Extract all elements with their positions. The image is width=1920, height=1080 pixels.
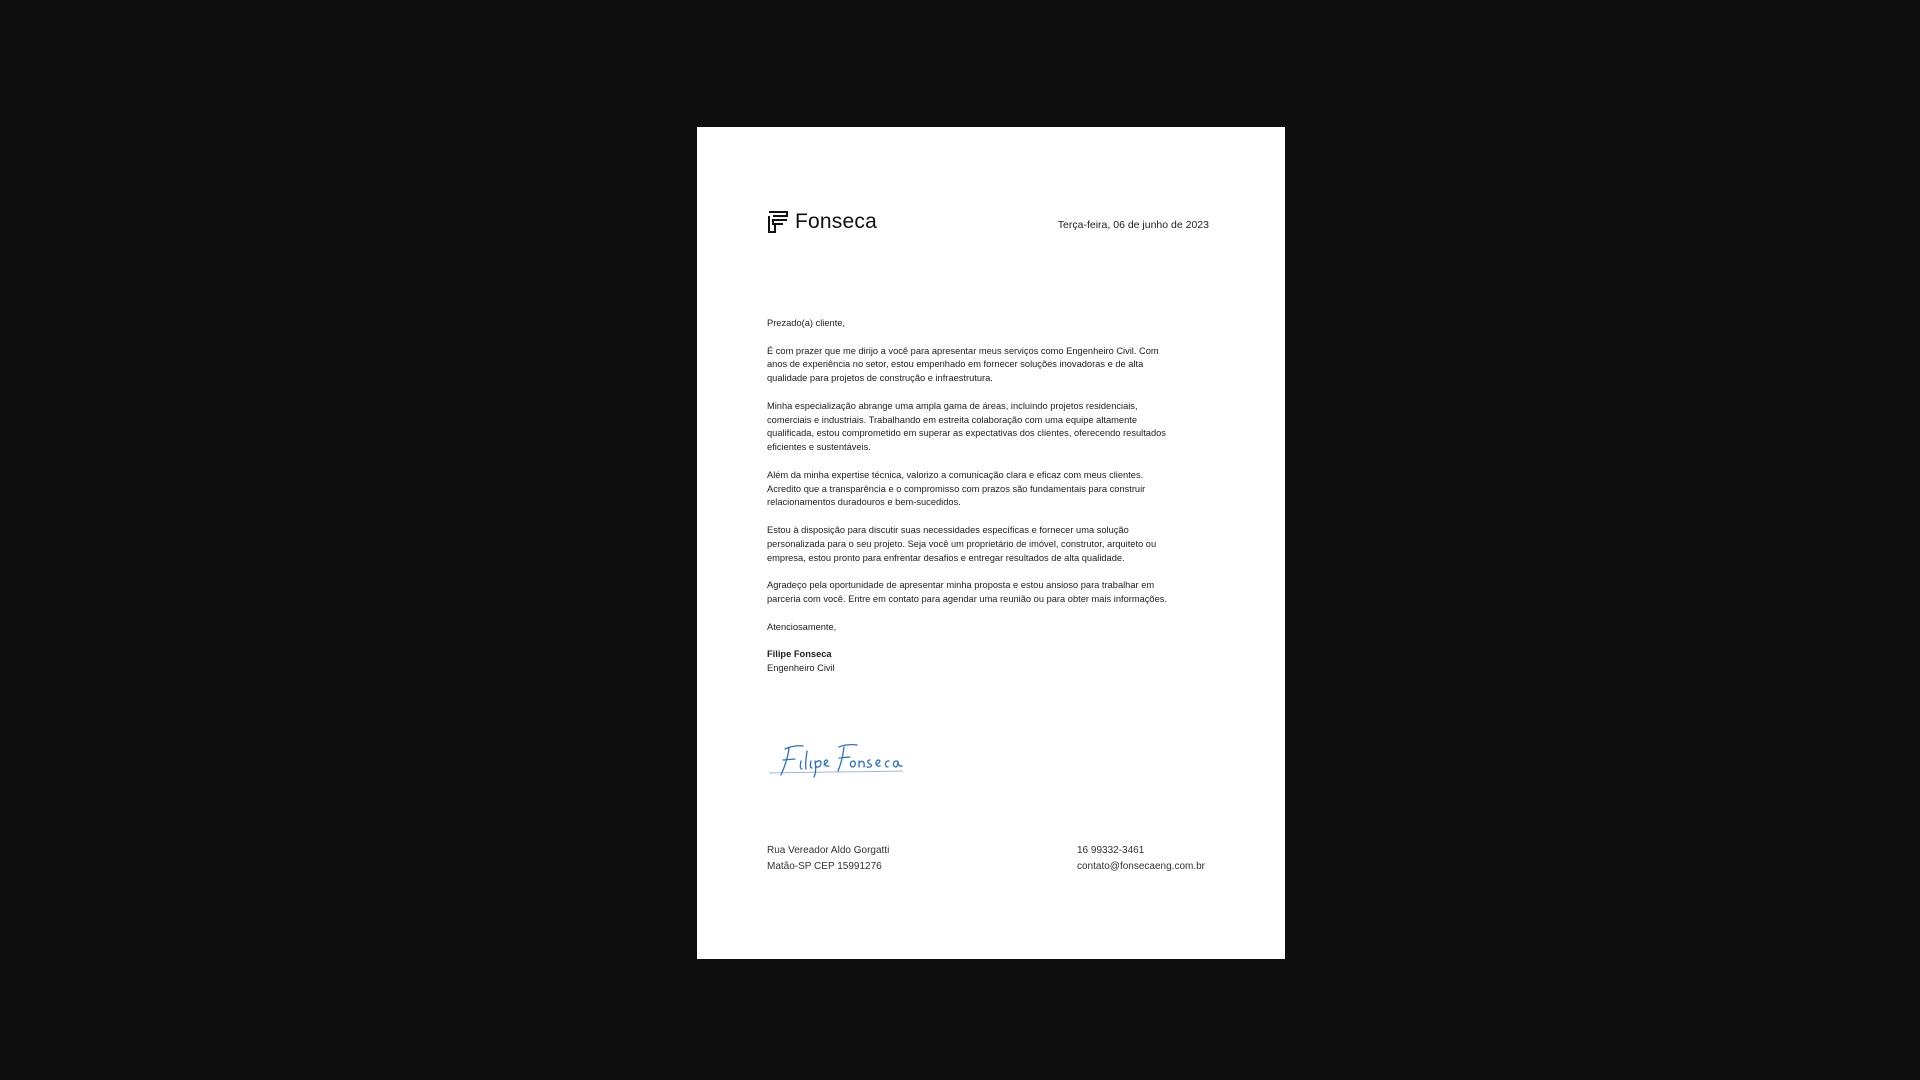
closing: Atenciosamente,	[767, 621, 837, 632]
letter-page	[697, 127, 1285, 959]
brand-name: Fonseca	[795, 210, 877, 233]
contact-block	[1077, 843, 1205, 875]
brand-logo	[767, 210, 877, 234]
letter-body	[767, 317, 1177, 676]
paragraph-1: É com prazer que me dirijo a você para apresentar meus serviços como Engenheiro Civil. Com anos de experiência no setor, estou empenhado em fornecer soluções inovadoras e de alta qualidade para projetos de construção e infraestrutura.	[767, 345, 1159, 384]
signer-name: Filipe Fonseca	[767, 649, 832, 660]
address-line-2: Matão-SP CEP 15991276	[767, 861, 882, 872]
signer-role: Engenheiro Civil	[767, 662, 835, 673]
phone-number: 16 99332-3461	[1077, 845, 1145, 856]
fonseca-logo-icon	[767, 210, 789, 234]
paragraph-5: Agradeço pela oportunidade de apresentar minha proposta e estou ansioso para trabalhar em parceria com você. Entre em contato para agendar uma reunião ou para obter mais informações.	[767, 580, 1167, 604]
paragraph-4: Estou à disposição para discutir suas necessidades específicas e fornecer uma solução personalizada para o seu projeto. Seja você um proprietário de imóvel, construtor, arquiteto ou empresa, estou pronto para enfrentar desafios e entregar resultados de alta qualidade.	[767, 524, 1157, 563]
email-address[interactable]: contato@fonsecaeng.com.br	[1077, 861, 1206, 872]
address-line-1: Rua Vereador Aldo Gorgatti	[767, 845, 890, 856]
greeting: Prezado(a) cliente,	[767, 318, 846, 328]
handwritten-signature	[767, 739, 907, 779]
paragraph-2: Minha especialização abrange uma ampla gama de áreas, incluindo projetos residenciais, comerciais e industriais. Trabalhando em estreita colaboração com uma equipe altamente qualificada, estou comprometido em superar as expectativas dos clientes, oferecendo resultados eficientes e sustentáveis.	[767, 400, 1166, 453]
address-block	[767, 843, 889, 875]
paragraph-3: Além da minha expertise técnica, valorizo a comunicação clara e eficaz com meus clientes. Acredito que a transparência e o compromisso com prazos são fundamentais para construir relacionamentos duradouros e bem-sucedidos.	[767, 469, 1146, 508]
letter-date: Terça-feira, 06 de junho de 2023	[1057, 219, 1209, 231]
